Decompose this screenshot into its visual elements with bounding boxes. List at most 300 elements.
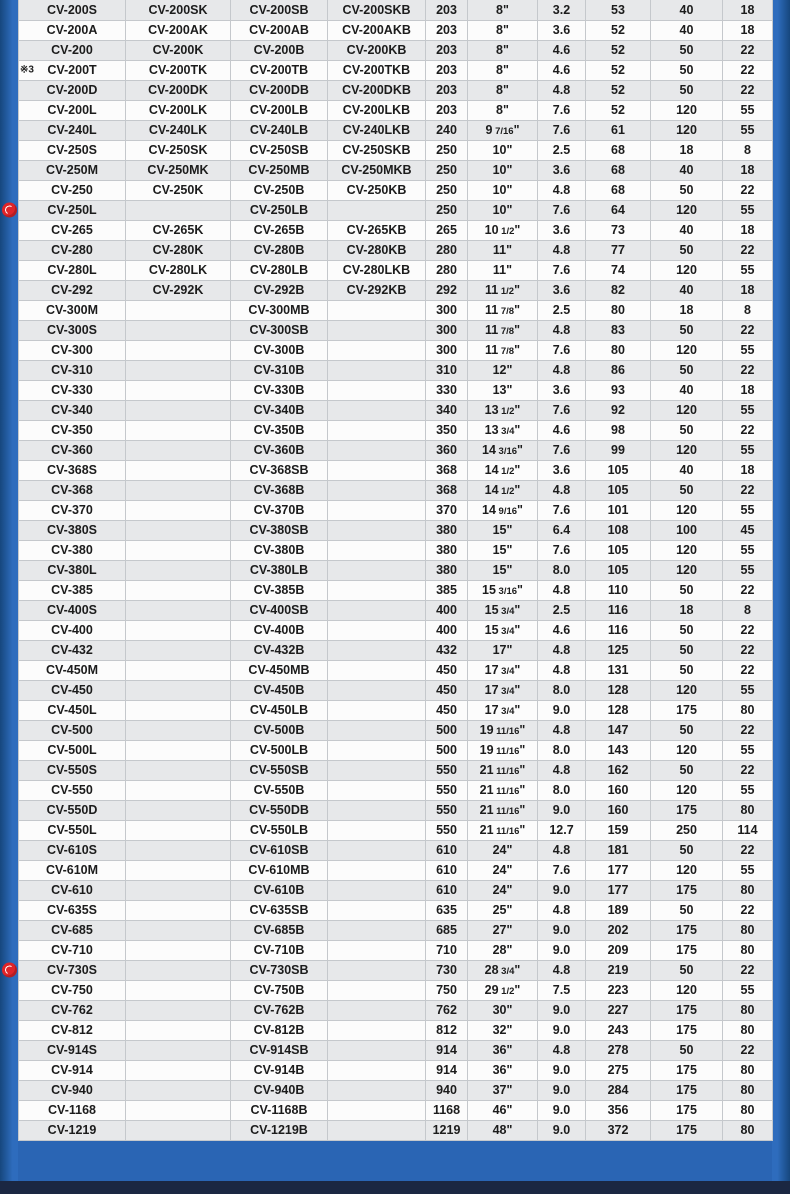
variant-kb-cell: CV-250SKB [328, 140, 426, 160]
spec-a-cell: 110 [586, 580, 651, 600]
variant-b-cell: CV-250MB [231, 160, 328, 180]
model-cell: CV-550S [19, 760, 126, 780]
spec-a-cell: 83 [586, 320, 651, 340]
thickness-cell: 8.0 [538, 780, 586, 800]
spec-c-cell: 22 [723, 620, 773, 640]
spec-a-cell: 177 [586, 880, 651, 900]
variant-b-cell: CV-400B [231, 620, 328, 640]
spec-a-cell: 68 [586, 180, 651, 200]
variant-kb-cell [328, 760, 426, 780]
size-mm-cell: 914 [426, 1040, 468, 1060]
inch-fraction: 3/16 [495, 446, 518, 457]
model-cell: CV-380 [19, 540, 126, 560]
spec-b-cell: 175 [651, 1080, 723, 1100]
spec-b-cell: 120 [651, 260, 723, 280]
model-cell: CV-914S [19, 1040, 126, 1060]
table-row [19, 120, 773, 140]
table-row [19, 60, 773, 80]
spec-b-cell: 50 [651, 360, 723, 380]
thickness-cell: 6.4 [538, 520, 586, 540]
spec-a-cell: 131 [586, 660, 651, 680]
model-cell: CV-300S [19, 320, 126, 340]
variant-b-cell: CV-500LB [231, 740, 328, 760]
model-cell: CV-250 [19, 180, 126, 200]
variant-kb-cell [328, 740, 426, 760]
variant-kb-cell [328, 1020, 426, 1040]
model-cell: CV-250M [19, 160, 126, 180]
table-row [19, 940, 773, 960]
model-cell: CV-300 [19, 340, 126, 360]
thickness-cell: 2.5 [538, 140, 586, 160]
variant-kb-cell [328, 800, 426, 820]
variant-b-cell: CV-200TB [231, 60, 328, 80]
size-mm-cell: 500 [426, 720, 468, 740]
model-cell: CV-500L [19, 740, 126, 760]
spec-c-cell: 80 [723, 1020, 773, 1040]
variant-b-cell: CV-200LB [231, 100, 328, 120]
spec-b-cell: 50 [651, 320, 723, 340]
spec-a-cell: 278 [586, 1040, 651, 1060]
spec-b-cell: 120 [651, 780, 723, 800]
variant-b-cell: CV-200SB [231, 0, 328, 20]
variant-k-cell: CV-250MK [126, 160, 231, 180]
table-row [19, 300, 773, 320]
spec-a-cell: 209 [586, 940, 651, 960]
variant-k-cell [126, 720, 231, 740]
spec-c-cell: 55 [723, 340, 773, 360]
thickness-cell: 7.6 [538, 400, 586, 420]
table-row [19, 600, 773, 620]
spec-a-cell: 82 [586, 280, 651, 300]
spec-b-cell: 18 [651, 300, 723, 320]
inch-fraction: 1/2 [498, 406, 515, 417]
spec-a-cell: 68 [586, 160, 651, 180]
table-row [19, 720, 773, 740]
model-cell: CV-240L [19, 120, 126, 140]
size-inch-cell: 11 1/2" [468, 280, 538, 300]
variant-b-cell: CV-368B [231, 480, 328, 500]
variant-kb-cell [328, 480, 426, 500]
table-row [19, 80, 773, 100]
spec-a-cell: 356 [586, 1100, 651, 1120]
inch-fraction: 3/4 [498, 706, 515, 717]
size-mm-cell: 340 [426, 400, 468, 420]
table-row [19, 800, 773, 820]
spec-c-cell: 55 [723, 500, 773, 520]
size-inch-cell: 21 11/16" [468, 800, 538, 820]
spec-c-cell: 55 [723, 740, 773, 760]
spec-a-cell: 275 [586, 1060, 651, 1080]
model-cell: CV-340 [19, 400, 126, 420]
table-row [19, 260, 773, 280]
table-row [19, 220, 773, 240]
spec-c-cell: 18 [723, 20, 773, 40]
size-mm-cell: 500 [426, 740, 468, 760]
variant-k-cell [126, 660, 231, 680]
variant-k-cell: CV-250SK [126, 140, 231, 160]
variant-k-cell: CV-200TK [126, 60, 231, 80]
size-mm-cell: 203 [426, 100, 468, 120]
variant-b-cell: CV-340B [231, 400, 328, 420]
spec-b-cell: 175 [651, 940, 723, 960]
model-cell: CV-350 [19, 420, 126, 440]
table-row [19, 1000, 773, 1020]
spec-a-cell: 160 [586, 800, 651, 820]
inch-fraction: 3/4 [498, 966, 515, 977]
thickness-cell: 7.6 [538, 120, 586, 140]
variant-k-cell [126, 440, 231, 460]
table-row [19, 700, 773, 720]
variant-b-cell: CV-500B [231, 720, 328, 740]
thickness-cell: 7.6 [538, 340, 586, 360]
table-row [19, 1100, 773, 1120]
variant-k-cell [126, 1120, 231, 1140]
size-inch-cell: 13 1/2" [468, 400, 538, 420]
spec-a-cell: 52 [586, 40, 651, 60]
size-mm-cell: 1168 [426, 1100, 468, 1120]
spec-c-cell: 18 [723, 0, 773, 20]
spec-c-cell: 80 [723, 1120, 773, 1140]
table-row [19, 780, 773, 800]
size-inch-cell: 13" [468, 380, 538, 400]
size-inch-cell: 30" [468, 1000, 538, 1020]
spec-b-cell: 120 [651, 540, 723, 560]
variant-b-cell: CV-380SB [231, 520, 328, 540]
model-cell: CV-550D [19, 800, 126, 820]
variant-k-cell [126, 420, 231, 440]
size-inch-cell: 36" [468, 1060, 538, 1080]
variant-b-cell: CV-450LB [231, 700, 328, 720]
spec-b-cell: 120 [651, 440, 723, 460]
size-inch-cell: 36" [468, 1040, 538, 1060]
variant-b-cell: CV-368SB [231, 460, 328, 480]
size-inch-cell: 21 11/16" [468, 760, 538, 780]
variant-kb-cell: CV-292KB [328, 280, 426, 300]
thickness-cell: 2.5 [538, 600, 586, 620]
spec-b-cell: 50 [651, 180, 723, 200]
variant-kb-cell: CV-200KB [328, 40, 426, 60]
spec-a-cell: 284 [586, 1080, 651, 1100]
model-cell: CV-200T ※3 [19, 60, 126, 80]
variant-kb-cell [328, 960, 426, 980]
size-mm-cell: 300 [426, 300, 468, 320]
table-row [19, 280, 773, 300]
spec-a-cell: 243 [586, 1020, 651, 1040]
variant-k-cell: CV-280LK [126, 260, 231, 280]
spec-c-cell: 8 [723, 300, 773, 320]
size-inch-cell: 11 7/8" [468, 300, 538, 320]
variant-k-cell [126, 580, 231, 600]
model-cell: CV-750 [19, 980, 126, 1000]
spec-a-cell: 53 [586, 0, 651, 20]
variant-b-cell: CV-610MB [231, 860, 328, 880]
inch-fraction: 7/8 [498, 326, 515, 337]
spec-b-cell: 175 [651, 1000, 723, 1020]
spec-b-cell: 50 [651, 720, 723, 740]
size-mm-cell: 350 [426, 420, 468, 440]
variant-k-cell [126, 1060, 231, 1080]
spec-c-cell: 22 [723, 840, 773, 860]
thickness-cell: 4.8 [538, 180, 586, 200]
variant-b-cell: CV-280LB [231, 260, 328, 280]
table-row [19, 140, 773, 160]
thickness-cell: 9.0 [538, 1100, 586, 1120]
variant-b-cell: CV-635SB [231, 900, 328, 920]
thickness-cell: 9.0 [538, 1120, 586, 1140]
spec-c-cell: 18 [723, 380, 773, 400]
variant-k-cell [126, 200, 231, 220]
spec-b-cell: 120 [651, 200, 723, 220]
model-cell: CV-400 [19, 620, 126, 640]
size-mm-cell: 203 [426, 80, 468, 100]
spec-c-cell: 8 [723, 140, 773, 160]
thickness-cell: 3.6 [538, 220, 586, 240]
variant-kb-cell: CV-200DKB [328, 80, 426, 100]
variant-b-cell: CV-610SB [231, 840, 328, 860]
size-mm-cell: 360 [426, 440, 468, 460]
size-inch-cell: 24" [468, 840, 538, 860]
table-row [19, 480, 773, 500]
spec-b-cell: 50 [651, 1040, 723, 1060]
spec-b-cell: 40 [651, 20, 723, 40]
spec-b-cell: 175 [651, 1060, 723, 1080]
table-row [19, 1040, 773, 1060]
table-row [19, 760, 773, 780]
variant-b-cell: CV-914B [231, 1060, 328, 1080]
variant-kb-cell [328, 780, 426, 800]
spec-c-cell: 55 [723, 260, 773, 280]
variant-b-cell: CV-550SB [231, 760, 328, 780]
variant-k-cell [126, 1040, 231, 1060]
model-cell: CV-550L [19, 820, 126, 840]
size-mm-cell: 370 [426, 500, 468, 520]
variant-kb-cell [328, 360, 426, 380]
variant-b-cell: CV-762B [231, 1000, 328, 1020]
model-cell: CV-710 [19, 940, 126, 960]
variant-k-cell [126, 820, 231, 840]
size-inch-cell: 15" [468, 540, 538, 560]
variant-kb-cell [328, 420, 426, 440]
size-inch-cell: 24" [468, 860, 538, 880]
spec-a-cell: 86 [586, 360, 651, 380]
spec-c-cell: 80 [723, 880, 773, 900]
spec-a-cell: 98 [586, 420, 651, 440]
spec-b-cell: 40 [651, 220, 723, 240]
table-row [19, 320, 773, 340]
size-mm-cell: 812 [426, 1020, 468, 1040]
spec-b-cell: 175 [651, 1020, 723, 1040]
variant-k-cell: CV-265K [126, 220, 231, 240]
size-inch-cell: 10" [468, 160, 538, 180]
spec-a-cell: 105 [586, 460, 651, 480]
size-inch-cell: 14 1/2" [468, 460, 538, 480]
thickness-cell: 8.0 [538, 680, 586, 700]
variant-k-cell [126, 900, 231, 920]
spec-a-cell: 99 [586, 440, 651, 460]
spec-a-cell: 52 [586, 100, 651, 120]
right-margin [772, 0, 790, 1194]
variant-kb-cell: CV-200SKB [328, 0, 426, 20]
thickness-cell: 7.6 [538, 540, 586, 560]
size-inch-cell: 10 1/2" [468, 220, 538, 240]
size-mm-cell: 432 [426, 640, 468, 660]
new-badge-icon [2, 203, 17, 218]
variant-k-cell [126, 300, 231, 320]
spec-b-cell: 50 [651, 40, 723, 60]
size-mm-cell: 610 [426, 840, 468, 860]
spec-c-cell: 45 [723, 520, 773, 540]
size-inch-cell: 21 11/16" [468, 780, 538, 800]
size-inch-cell: 37" [468, 1080, 538, 1100]
size-mm-cell: 280 [426, 240, 468, 260]
variant-b-cell: CV-330B [231, 380, 328, 400]
spec-a-cell: 202 [586, 920, 651, 940]
model-cell: CV-610S [19, 840, 126, 860]
spec-c-cell: 55 [723, 200, 773, 220]
inch-fraction: 11/16 [493, 826, 520, 837]
size-inch-cell: 17 3/4" [468, 680, 538, 700]
spec-b-cell: 50 [651, 80, 723, 100]
spec-b-cell: 120 [651, 340, 723, 360]
variant-k-cell [126, 520, 231, 540]
model-cell: CV-250S [19, 140, 126, 160]
spec-b-cell: 120 [651, 100, 723, 120]
thickness-cell: 9.0 [538, 880, 586, 900]
spec-c-cell: 55 [723, 100, 773, 120]
spec-b-cell: 50 [651, 480, 723, 500]
thickness-cell: 7.6 [538, 440, 586, 460]
variant-kb-cell: CV-200AKB [328, 20, 426, 40]
spec-b-cell: 50 [651, 660, 723, 680]
spec-c-cell: 22 [723, 1040, 773, 1060]
spec-b-cell: 40 [651, 160, 723, 180]
size-inch-cell: 14 3/16" [468, 440, 538, 460]
size-mm-cell: 380 [426, 560, 468, 580]
size-mm-cell: 450 [426, 700, 468, 720]
variant-kb-cell: CV-200TKB [328, 60, 426, 80]
table-row [19, 740, 773, 760]
variant-kb-cell: CV-250KB [328, 180, 426, 200]
variant-b-cell: CV-240LB [231, 120, 328, 140]
table-row [19, 560, 773, 580]
model-cell: CV-610M [19, 860, 126, 880]
variant-kb-cell [328, 540, 426, 560]
size-inch-cell: 8" [468, 80, 538, 100]
thickness-cell: 2.5 [538, 300, 586, 320]
variant-b-cell: CV-265B [231, 220, 328, 240]
variant-kb-cell [328, 660, 426, 680]
spec-c-cell: 18 [723, 460, 773, 480]
variant-k-cell [126, 860, 231, 880]
spec-c-cell: 22 [723, 640, 773, 660]
thickness-cell: 3.2 [538, 0, 586, 20]
spec-b-cell: 120 [651, 680, 723, 700]
variant-b-cell: CV-280B [231, 240, 328, 260]
variant-k-cell [126, 1020, 231, 1040]
variant-k-cell [126, 880, 231, 900]
variant-k-cell [126, 460, 231, 480]
variant-k-cell [126, 760, 231, 780]
variant-kb-cell: CV-280LKB [328, 260, 426, 280]
variant-b-cell: CV-450MB [231, 660, 328, 680]
size-mm-cell: 380 [426, 540, 468, 560]
variant-b-cell: CV-292B [231, 280, 328, 300]
spec-a-cell: 128 [586, 680, 651, 700]
variant-k-cell [126, 1000, 231, 1020]
spec-c-cell: 80 [723, 1080, 773, 1100]
inch-fraction: 11/16 [493, 786, 520, 797]
size-mm-cell: 610 [426, 860, 468, 880]
variant-k-cell [126, 740, 231, 760]
size-mm-cell: 550 [426, 760, 468, 780]
thickness-cell: 9.0 [538, 1020, 586, 1040]
variant-k-cell [126, 560, 231, 580]
size-mm-cell: 300 [426, 340, 468, 360]
variant-kb-cell [328, 1120, 426, 1140]
model-cell: CV-200L [19, 100, 126, 120]
thickness-cell: 4.6 [538, 420, 586, 440]
spec-table [18, 0, 773, 1141]
size-mm-cell: 1219 [426, 1120, 468, 1140]
model-cell: CV-300M [19, 300, 126, 320]
size-inch-cell: 21 11/16" [468, 820, 538, 840]
model-cell: CV-450M [19, 660, 126, 680]
thickness-cell: 7.6 [538, 100, 586, 120]
spec-c-cell: 80 [723, 1060, 773, 1080]
spec-a-cell: 101 [586, 500, 651, 520]
thickness-cell: 9.0 [538, 1060, 586, 1080]
size-mm-cell: 368 [426, 460, 468, 480]
variant-k-cell: CV-292K [126, 280, 231, 300]
variant-k-cell [126, 960, 231, 980]
spec-a-cell: 177 [586, 860, 651, 880]
spec-b-cell: 120 [651, 980, 723, 1000]
spec-b-cell: 40 [651, 280, 723, 300]
inch-fraction: 7/8 [498, 346, 515, 357]
variant-k-cell [126, 320, 231, 340]
model-cell: CV-368S [19, 460, 126, 480]
variant-k-cell [126, 940, 231, 960]
size-inch-cell: 8" [468, 20, 538, 40]
size-mm-cell: 762 [426, 1000, 468, 1020]
model-cell: CV-450L [19, 700, 126, 720]
thickness-cell: 9.0 [538, 800, 586, 820]
size-inch-cell: 28 3/4" [468, 960, 538, 980]
size-inch-cell: 28" [468, 940, 538, 960]
size-mm-cell: 380 [426, 520, 468, 540]
size-mm-cell: 550 [426, 780, 468, 800]
spec-a-cell: 74 [586, 260, 651, 280]
thickness-cell: 3.6 [538, 460, 586, 480]
spec-c-cell: 22 [723, 360, 773, 380]
spec-c-cell: 18 [723, 280, 773, 300]
variant-k-cell [126, 680, 231, 700]
spec-a-cell: 223 [586, 980, 651, 1000]
spec-a-cell: 162 [586, 760, 651, 780]
model-cell: CV-368 [19, 480, 126, 500]
variant-kb-cell [328, 200, 426, 220]
spec-a-cell: 77 [586, 240, 651, 260]
spec-c-cell: 22 [723, 720, 773, 740]
spec-c-cell: 55 [723, 860, 773, 880]
model-cell: CV-265 [19, 220, 126, 240]
model-cell: CV-450 [19, 680, 126, 700]
thickness-cell: 4.8 [538, 480, 586, 500]
variant-b-cell: CV-750B [231, 980, 328, 1000]
variant-k-cell [126, 600, 231, 620]
variant-kb-cell [328, 920, 426, 940]
model-cell: CV-200A [19, 20, 126, 40]
